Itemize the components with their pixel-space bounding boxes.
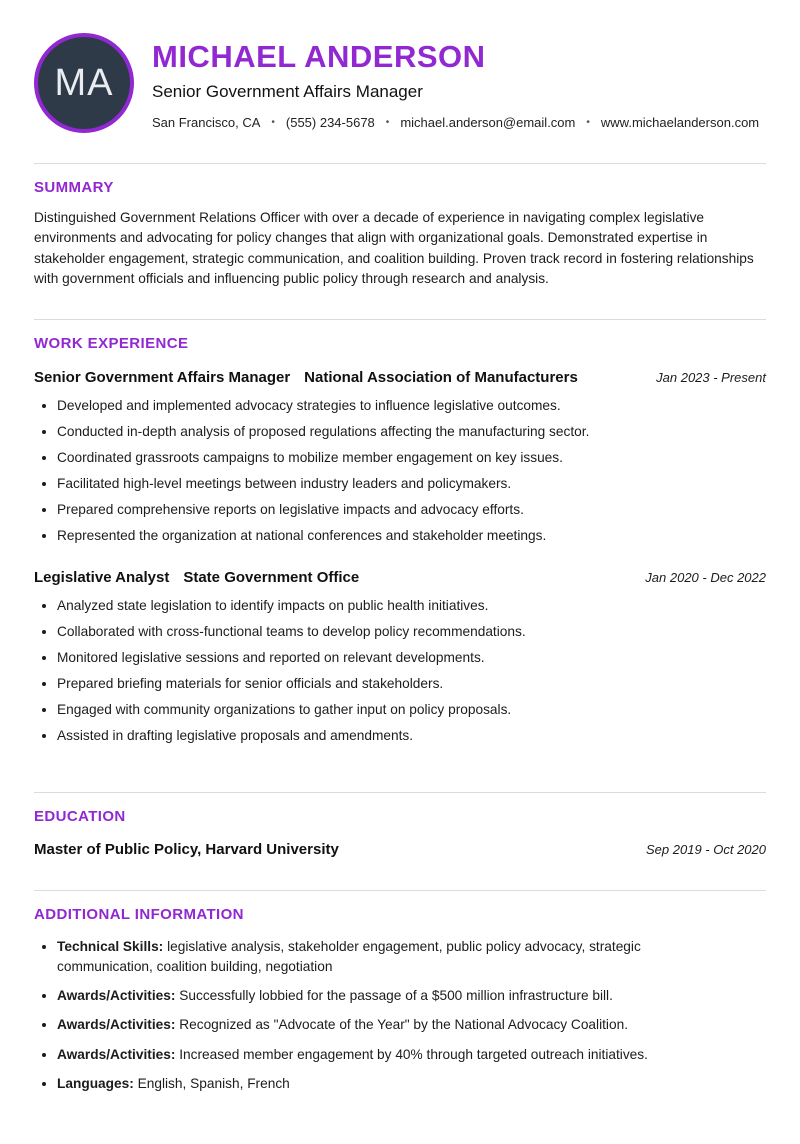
job-entry (34, 369, 766, 545)
additional-item-text: Successfully lobbied for the passage of a $500 million infrastructure bill. (179, 988, 613, 1004)
additional-item-label: Technical Skills: (57, 938, 164, 954)
job-bullet: • Developed and implemented advocacy strategies to influence legislative outcomes. (57, 397, 766, 415)
education-heading: EDUCATION (34, 807, 126, 825)
education-dates: Sep 2019 - Oct 2020 (646, 841, 766, 857)
job-bullet: • Represented the organization at national conferences and stakeholder meetings. (57, 527, 766, 545)
education-entry (34, 841, 766, 858)
job-bullet: • Assisted in drafting legislative proposals and amendments. (57, 727, 766, 745)
section-education (34, 792, 766, 858)
job-dates: Jan 2023 - Present (656, 370, 766, 386)
contact-website: www.michaelanderson.com (600, 114, 760, 130)
section-work-experience (34, 319, 766, 746)
job-bullet: • Engaged with community organizations to gather input on policy proposals. (57, 701, 766, 719)
job-bullet: • Facilitated high-level meetings between industry leaders and policymakers. (57, 475, 766, 493)
job-company: National Association of Manufacturers (304, 369, 578, 387)
additional-item (57, 937, 766, 977)
bullet-separator-icon (386, 117, 390, 128)
additional-list (34, 937, 766, 1094)
contact-phone: (555) 234-5678 (285, 114, 375, 130)
additional-item-text: Increased member engagement by 40% through targeted outreach initiatives. (179, 1046, 648, 1062)
additional-item-text: Recognized as "Advocate of the Year" by the National Advocacy Coalition. (179, 1017, 628, 1033)
section-additional-information (34, 890, 766, 1094)
header-job-title: Senior Government Affairs Manager (152, 81, 423, 101)
job-title-company (34, 369, 578, 386)
job-bullet: • Collaborated with cross-functional teams to develop policy recommendations. (57, 623, 766, 641)
bullet-separator-icon (271, 117, 275, 128)
contact-row (152, 115, 759, 130)
job-company: State Government Office (183, 569, 360, 587)
summary-text: Distinguished Government Relations Officer with over a decade of experience in navigating complex legislative environments and advocating for policy changes that align with organizational goals. Demonstrated expertise in stakeholder engagement, strategic communication, and coalition building. Proven track record in fostering relationships with government officials and influencing public policy through research and analysis. (34, 210, 754, 286)
job-bullet: • Prepared comprehensive reports on legislative impacts and advocacy efforts. (57, 501, 766, 519)
avatar-initials: MA (54, 61, 114, 104)
job-bullet: • Monitored legislative sessions and reported on relevant developments. (57, 649, 766, 667)
bullet-separator-icon (586, 117, 590, 128)
job-title: Senior Government Affairs Manager (34, 369, 291, 387)
additional-item (57, 1015, 766, 1035)
work-experience-heading: WORK EXPERIENCE (34, 335, 189, 353)
job-bullet-list (34, 597, 766, 745)
additional-item (57, 986, 766, 1006)
job-dates: Jan 2020 - Dec 2022 (645, 570, 766, 586)
additional-item-label: Awards/Activities: (57, 1046, 176, 1062)
section-summary (34, 163, 766, 289)
avatar (34, 33, 134, 133)
job-title: Legislative Analyst (34, 569, 170, 587)
job-entry (34, 569, 766, 745)
job-header (34, 369, 766, 386)
job-bullet: • Prepared briefing materials for senior officials and stakeholders. (57, 675, 766, 693)
contact-location: San Francisco, CA (152, 114, 261, 130)
header-text (152, 37, 759, 130)
additional-item-text: legislative analysis, stakeholder engagement, public policy advocacy, strategic communication, coalition building, negotiation (57, 938, 641, 974)
additional-item (57, 1074, 766, 1094)
job-bullet: • Analyzed state legislation to identify impacts on public health initiatives. (57, 597, 766, 615)
header (34, 33, 766, 133)
additional-item-label: Languages: (57, 1076, 134, 1092)
additional-item-label: Awards/Activities: (57, 988, 176, 1004)
additional-item-label: Awards/Activities: (57, 1017, 176, 1033)
additional-information-heading: ADDITIONAL INFORMATION (34, 905, 244, 923)
contact-email: michael.anderson@email.com (400, 114, 576, 130)
job-bullet: • Coordinated grassroots campaigns to mobilize member engagement on key issues. (57, 449, 766, 467)
job-title-company (34, 569, 359, 586)
summary-heading: SUMMARY (34, 179, 114, 196)
job-bullet: • Conducted in-depth analysis of proposed regulations affecting the manufacturing sector. (57, 423, 766, 441)
name-heading: MICHAEL ANDERSON (152, 38, 486, 74)
job-bullet-list (34, 397, 766, 545)
additional-item (57, 1045, 766, 1065)
education-degree: Master of Public Policy, Harvard University (34, 840, 339, 858)
job-header (34, 569, 766, 586)
additional-item-text: English, Spanish, French (137, 1076, 290, 1092)
